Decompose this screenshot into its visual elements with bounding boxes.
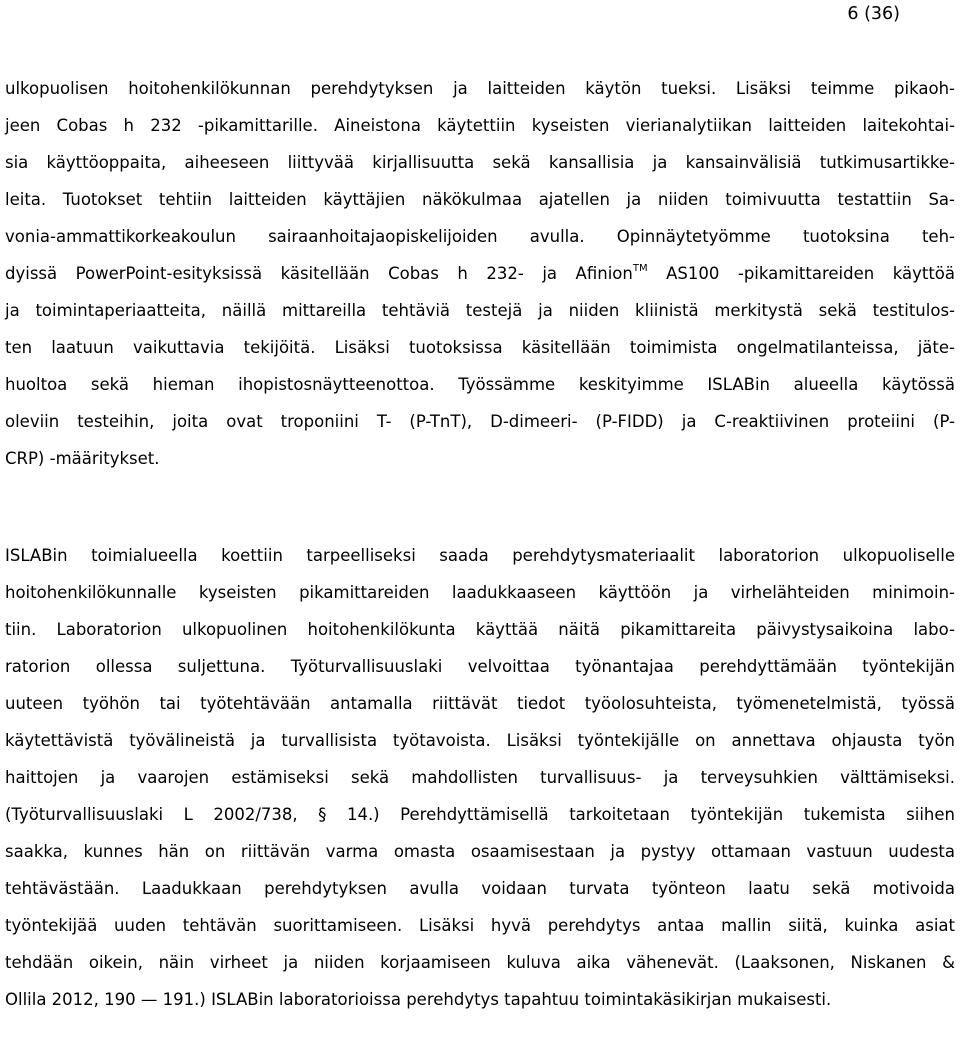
paragraph-2 — [5, 545, 955, 1026]
text-line: ISLABin toimialueella koettiin tarpeelliseksi saada perehdytysmateriaalit laboratorion ulkopuoliselle — [5, 546, 955, 565]
text-line: tehtävästään. Laadukkaan perehdytyksen avulla voidaan turvata työnteon laatu sekä motivoida — [5, 879, 955, 898]
text-segment: dyissä PowerPoint-esityksissä käsitellään Cobas h 232- ja Afinion — [5, 264, 633, 283]
text-line: ulkopuolisen hoitohenkilökunnan perehdytyksen ja laitteiden käytön tueksi. Lisäksi teimme pikaoh- — [5, 79, 955, 98]
text-line: jeen Cobas h 232 -pikamittarille. Aineistona käytettiin kyseisten vierianalytiikan laitteiden laitekohtai- — [5, 116, 955, 135]
text-line: hoitohenkilökunnalle kyseisten pikamittareiden laadukkaaseen käyttöön ja virhelähteiden minimoin- — [5, 583, 955, 602]
text-line: saakka, kunnes hän on riittävän varma omasta osaamisestaan ja pystyy ottamaan vastuun uudesta — [5, 842, 955, 861]
text-line: uuteen työhön tai työtehtävään antamalla riittävät tiedot työolosuhteista, työmenetelmistä, työssä — [5, 694, 955, 713]
text-line: oleviin testeihin, joita ovat troponiini T- (P-TnT), D-dimeeri- (P-FIDD) ja C-reaktiivinen proteiini (P- — [5, 412, 955, 431]
text-line: käytettävistä työvälineistä ja turvallisista työtavoista. Lisäksi työntekijälle on annettava ohjausta työn — [5, 731, 955, 750]
text-line: ratorion ollessa suljettuna. Työturvallisuuslaki velvoittaa työnantajaa perehdyttämään työntekijän — [5, 657, 955, 676]
text-line: tiin. Laboratorion ulkopuolinen hoitohenkilökunta käyttää näitä pikamittareita päivystysaikoina labo- — [5, 620, 955, 639]
page-number: 6 (36) — [847, 4, 900, 24]
text-line: työntekijää uuden tehtävän suorittamiseen. Lisäksi hyvä perehdytys antaa mallin siitä, kuinka asiat — [5, 916, 955, 935]
text-segment: AS100 -pikamittareiden käyttöä — [647, 264, 956, 283]
text-line: ten laatuun vaikuttavia tekijöitä. Lisäksi tuotoksissa käsitellään toimimista ongelmatilanteissa, jäte- — [5, 338, 955, 357]
text-line: haittojen ja vaarojen estämiseksi sekä mahdollisten turvallisuus- ja terveysuhkien välttämiseksi. — [5, 768, 955, 787]
text-line: tehdään oikein, näin virheet ja niiden korjaamiseen kuluva aika vähenevät. (Laaksonen, Niskanen & — [5, 953, 955, 972]
text-line: sia käyttöoppaita, aiheeseen liittyvää kirjallisuutta sekä kansallisia ja kansainvälisiä tutkimusartikke- — [5, 153, 955, 172]
text-line: leita. Tuotokset tehtiin laitteiden käyttäjien näkökulmaa ajatellen ja niiden toimivuutta testattiin Sa- — [5, 190, 955, 209]
text-line: Ollila 2012, 190 — 191.) ISLABin laboratorioissa perehdytys tapahtuu toimintakäsikirjan mukaisesti. — [5, 990, 832, 1009]
text-line: CRP) -määritykset. — [5, 449, 160, 468]
text-line: ja toimintaperiaatteita, näillä mittareilla tehtäviä testejä ja niiden kliinistä merkitystä sekä testitulos- — [5, 301, 955, 320]
trademark-superscript: TM — [632, 263, 648, 274]
text-line: vonia-ammattikorkeakoulun sairaanhoitajaopiskelijoiden avulla. Opinnäytetyömme tuotoksina teh- — [5, 227, 955, 246]
text-line-with-trademark — [5, 263, 955, 300]
paragraph-1 — [5, 78, 955, 485]
text-line: (Työturvallisuuslaki L 2002/738, § 14.) Perehdyttämisellä tarkoitetaan työntekijän tukemista siihen — [5, 805, 955, 824]
text-line: huoltoa sekä hieman ihopistosnäytteenottoa. Työssämme keskityimme ISLABin alueella käytössä — [5, 375, 955, 394]
